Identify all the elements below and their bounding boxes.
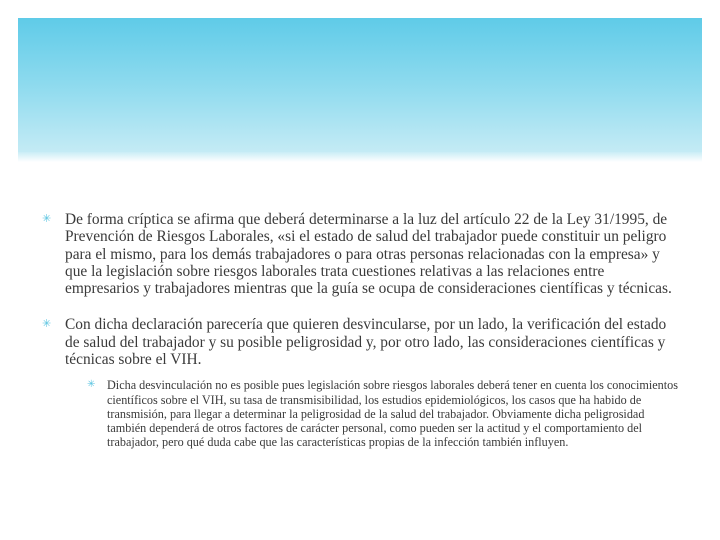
header-banner bbox=[18, 18, 702, 152]
sub-bullet-item-1 bbox=[87, 378, 682, 449]
bullet-item-1 bbox=[42, 211, 682, 297]
asterisk-bullet-icon: ✳ bbox=[42, 318, 52, 331]
bullet-item-2 bbox=[42, 316, 682, 449]
slide-content bbox=[42, 211, 682, 449]
asterisk-bullet-icon: ✳ bbox=[42, 213, 52, 225]
header-banner-fade bbox=[18, 152, 702, 162]
bullet-text-1: De forma críptica se afirma que deberá determinarse a la luz del artículo 22 de la Ley 31/1995, de Prevención de Riesgos Laborales, «si el estado de salud del trabajador puede constituir un peligro para el mismo, para los demás trabajadores o para otras personas relacionadas con la empresa» y que la legislación sobre riesgos laborales trata cuestiones relativas a las relaciones entre empresarios y trabajadores mientras que la guía se ocupa de consideraciones científicas y técnicas. bbox=[65, 211, 672, 298]
bullet-text-2: Con dicha declaración parecería que quieren desvincularse, por un lado, la verificación del estado de salud del trabajador y su posible peligrosidad y, por otro lado, las consideraciones científicas y técnicas sobre el VIH. bbox=[65, 316, 667, 369]
sub-bullet-text-1: Dicha desvinculación no es posible pues legislación sobre riesgos laborales deberá tener en cuenta los conocimientos científicos sobre el VIH, su tasa de transmisibilidad, los estudios epidemiológicos, los casos que ha habido de transmisión, para llegar a determinar la peligrosidad de la salud del trabajador. Obviamente dicha peligrosidad también dependerá de otros factores de carácter personal, como pueden ser la actitud y el comportamiento del trabajador, pero qué duda cabe que las características propias de la infección también influyen. bbox=[107, 378, 678, 450]
asterisk-sub-bullet-icon: ✳ bbox=[87, 379, 96, 391]
